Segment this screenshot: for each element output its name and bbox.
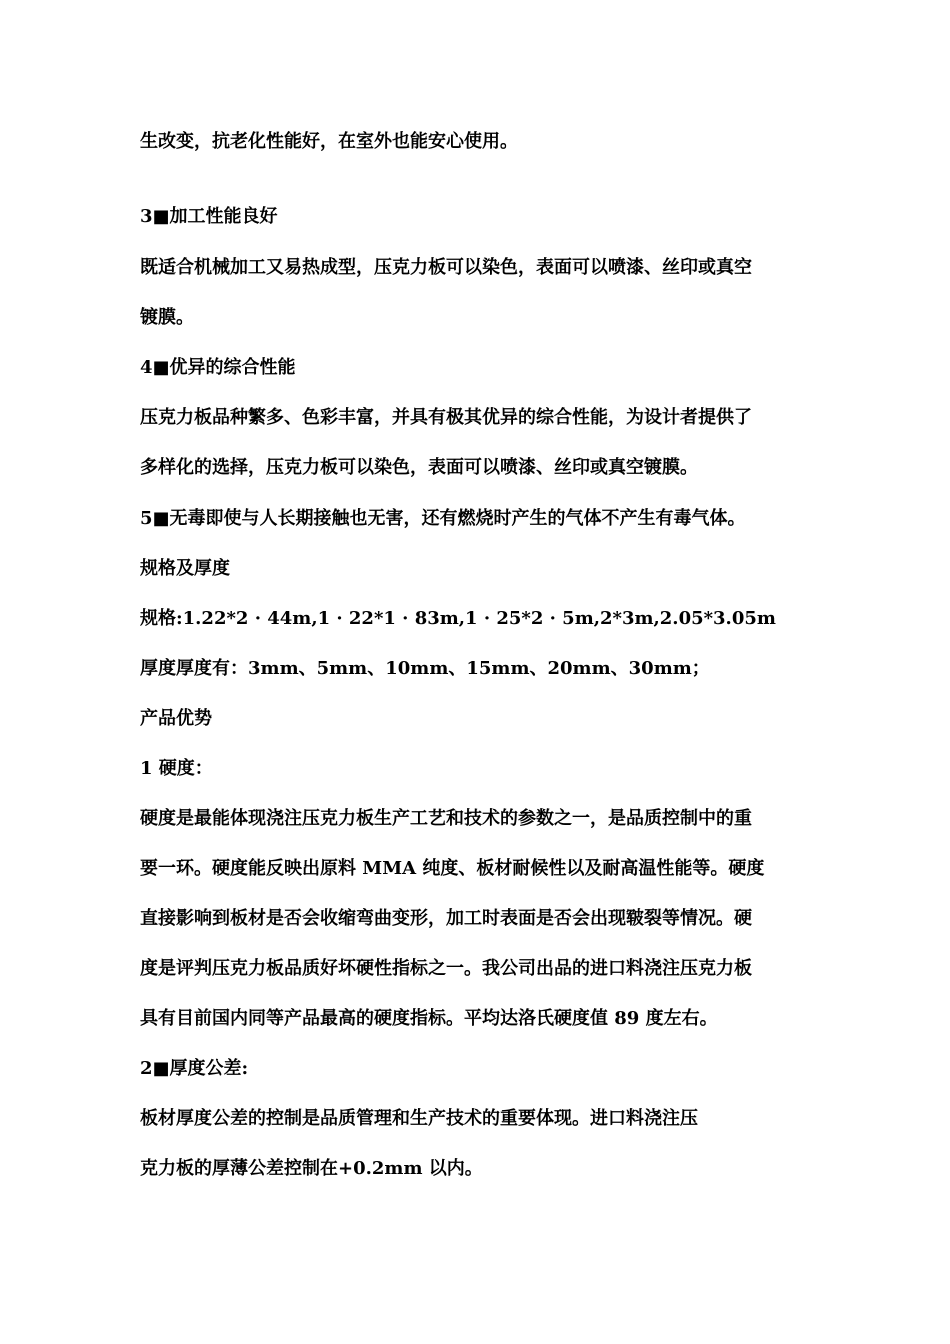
spec-thickness-line: 厚度厚度有：3mm、5mm、10mm、15mm、20mm、30mm； <box>140 658 710 679</box>
section-heading-processing: 3■加工性能良好 <box>140 206 278 227</box>
spec-sizes-line: 规格:1.22*2 · 44m,1 · 22*1 · 83m,1 · 25*2 · 5m,2*3m,2.05*3.05m <box>140 608 776 629</box>
paragraph-line: 既适合机械加工又易热成型，压克力板可以染色，表面可以喷漆、丝印或真空 <box>140 257 752 278</box>
section-heading-hardness: 1 硬度： <box>140 758 213 779</box>
section-heading-overall-performance: 4■优异的综合性能 <box>140 357 296 378</box>
paragraph-line: 多样化的选择，压克力板可以染色，表面可以喷漆、丝印或真空镀膜。 <box>140 457 698 478</box>
paragraph-line: 直接影响到板材是否会收缩弯曲变形，加工时表面是否会出现皲裂等情况。硬 <box>140 908 752 929</box>
paragraph-line: 要一环。硬度能反映出原料 MMA 纯度、板材耐候性以及耐高温性能等。硬度 <box>140 858 765 879</box>
section-heading-advantages: 产品优势 <box>140 708 212 729</box>
paragraph-line: 板材厚度公差的控制是品质管理和生产技术的重要体现。进口料浇注压 <box>140 1108 698 1129</box>
section-heading-non-toxic: 5■无毒即使与人长期接触也无害，还有燃烧时产生的气体不产生有毒气体。 <box>140 508 746 529</box>
paragraph-line: 克力板的厚薄公差控制在+0.2mm 以内。 <box>140 1158 483 1179</box>
paragraph-line: 压克力板品种繁多、色彩丰富，并具有极其优异的综合性能，为设计者提供了 <box>140 407 752 428</box>
section-heading-thickness-tolerance: 2■厚度公差: <box>140 1058 249 1079</box>
section-heading-specs: 规格及厚度 <box>140 558 230 579</box>
paragraph-line: 具有目前国内同等产品最高的硬度指标。平均达洛氏硬度值 89 度左右。 <box>140 1008 718 1029</box>
paragraph-line: 硬度是最能体现浇注压克力板生产工艺和技术的参数之一，是品质控制中的重 <box>140 808 752 829</box>
paragraph-line: 度是评判压克力板品质好坏硬性指标之一。我公司出品的进口料浇注压克力板 <box>140 958 752 979</box>
paragraph-line: 镀膜。 <box>140 307 194 328</box>
paragraph-line: 生改变，抗老化性能好，在室外也能安心使用。 <box>140 131 518 152</box>
